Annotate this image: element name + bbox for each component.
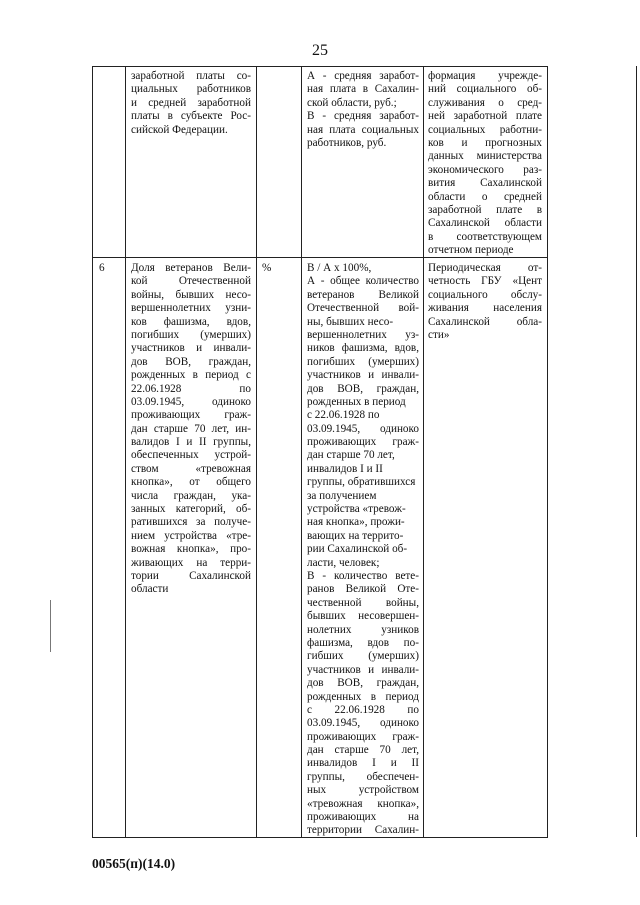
indicator-line: ством «тревожная xyxy=(131,462,251,475)
indicator-line: тории Сахалинской xyxy=(131,569,251,582)
indicator-line: дов ВОВ, граждан, xyxy=(131,355,251,368)
indicator-line: ков фашизма, вдов, xyxy=(131,315,251,328)
source-line: заработной плате в xyxy=(428,203,542,216)
formula-line: ная кнопка», прожи- xyxy=(307,516,405,529)
source-line: области о средней xyxy=(428,190,542,203)
table-top-border xyxy=(92,66,548,67)
indicator-cell xyxy=(131,262,251,597)
column-border xyxy=(423,66,424,837)
formula-line: ная плата социальных xyxy=(307,123,419,136)
formula-line: территории Сахалин- xyxy=(307,824,419,837)
formula-line: рожденных в период xyxy=(307,690,419,703)
indicator-line: области xyxy=(131,583,169,596)
formula-line: с 22.06.1928 по xyxy=(307,703,419,716)
source-line: вития Сахалинской xyxy=(428,177,542,190)
formula-line: 03.09.1945, одиноко xyxy=(307,717,419,730)
source-line: данных министерства xyxy=(428,150,542,163)
formula-line: чественной войны, xyxy=(307,596,419,609)
formula-line: фашизма, вдов по- xyxy=(307,636,419,649)
source-line: формация учрежде- xyxy=(428,70,542,82)
formula-line: дан старше 70 лет, xyxy=(307,744,419,757)
formula-line: проживающих граж- xyxy=(307,730,419,743)
indicator-line: вершеннолетних узни- xyxy=(131,302,251,315)
source-line: экономического раз- xyxy=(428,163,542,176)
formula-line: 03.09.1945, одиноко xyxy=(307,422,419,435)
formula-line: ласти, человек; xyxy=(307,556,380,569)
indicator-line: дан старше 70 лет, ин- xyxy=(131,422,251,435)
formula-line: участников и инвали- xyxy=(307,369,419,382)
formula-line: группы, обеспечен- xyxy=(307,770,419,783)
source-line: социальных работни- xyxy=(428,123,542,136)
formula-line: В - средняя заработ- xyxy=(307,110,419,123)
formula-line: ны, бывших несо- xyxy=(307,315,394,328)
formula-line: работников, руб. xyxy=(307,136,387,149)
formula-line: рии Сахалинской об- xyxy=(307,543,408,556)
indicator-line: погибших (умерших) xyxy=(131,328,251,341)
indicator-line: числа граждан, ука- xyxy=(131,489,251,502)
source-line: Сахалинской области xyxy=(428,217,542,230)
indicator-line: циальных работников xyxy=(131,83,251,96)
formula-line: с 22.06.1928 по xyxy=(307,409,380,422)
indicator-line: кнопка», от общего xyxy=(131,476,251,489)
formula-line: дов ВОВ, граждан, xyxy=(307,677,419,690)
indicator-line: ратившихся за получе- xyxy=(131,516,251,529)
formula-line: за получением xyxy=(307,489,377,502)
formula-line: гибших (умерших) xyxy=(307,650,419,663)
indicator-line: занных категорий, об- xyxy=(131,503,251,516)
source-line: четность ГБУ «Цент xyxy=(428,275,542,288)
column-border xyxy=(92,66,93,837)
document-code: 00565(п)(14.0) xyxy=(92,856,176,871)
source-line: служивания о сред- xyxy=(428,96,542,109)
indicator-line: кой Отечественной xyxy=(131,275,251,288)
source-line: ней заработной плате xyxy=(428,110,542,123)
page-number: 25 xyxy=(312,42,328,59)
indicator-line: валидов I и II группы, xyxy=(131,436,251,449)
source-line: ний социального об- xyxy=(428,83,542,96)
source-cell xyxy=(428,262,542,342)
indicator-line: платы в субъекте Рос- xyxy=(131,110,251,123)
source-line: социального обслу- xyxy=(428,288,542,301)
formula-line: дан старше 70 лет, xyxy=(307,449,395,462)
indicator-line: 22.06.1928 по xyxy=(131,382,251,395)
formula-line: проживающих на xyxy=(307,811,419,824)
source-cell xyxy=(428,70,542,257)
formula-cell xyxy=(307,70,419,150)
indicator-line: войны, бывших несо- xyxy=(131,288,251,301)
formula-line: вершеннолетних уз- xyxy=(307,328,419,341)
column-border xyxy=(547,66,548,837)
table-row-number: 6 xyxy=(99,262,105,274)
indicator-line: нием устройства «тре- xyxy=(131,529,251,542)
formula-line: бывших несовершен- xyxy=(307,610,419,623)
indicator-line: живающих на терри- xyxy=(131,556,251,569)
formula-line: А - общее количество xyxy=(307,275,419,288)
formula-line: рожденных в период xyxy=(307,395,406,408)
formula-line: В / А х 100%, xyxy=(307,262,372,274)
formula-line: «тревожная кнопка», xyxy=(307,797,419,810)
column-border xyxy=(636,66,637,837)
formula-line: ранов Великой Оте- xyxy=(307,583,419,596)
indicator-line: участников и инвали- xyxy=(131,342,251,355)
formula-line: ников фашизма, вдов, xyxy=(307,342,419,355)
indicator-line: проживающих граж- xyxy=(131,409,251,422)
indicator-line: сийской Федерации. xyxy=(131,123,228,136)
source-line: отчетном периоде xyxy=(428,244,514,257)
formula-line: ской области, руб.; xyxy=(307,96,397,109)
indicator-cell xyxy=(131,70,251,137)
indicator-line: обеспеченных устрой- xyxy=(131,449,251,462)
formula-line: В - количество вете- xyxy=(307,569,419,582)
formula-line: А - средняя заработ- xyxy=(307,70,419,82)
indicator-line: и средней заработной xyxy=(131,96,251,109)
indicator-line: заработной платы со- xyxy=(131,70,251,82)
formula-line: устройства «тревож- xyxy=(307,503,406,516)
formula-line: погибших (умерших) xyxy=(307,355,419,368)
scan-margin-mark xyxy=(50,600,51,652)
formula-line: участников и инвали- xyxy=(307,663,419,676)
column-border xyxy=(256,66,257,837)
formula-line: инвалидов I и II xyxy=(307,462,383,475)
formula-line: ветеранов Великой xyxy=(307,288,419,301)
formula-line: ных устройством xyxy=(307,784,419,797)
formula-cell xyxy=(307,262,419,838)
formula-line: инвалидов I и II xyxy=(307,757,419,770)
column-border xyxy=(301,66,302,837)
formula-line: группы, обратившихся xyxy=(307,476,416,489)
formula-line: дов ВОВ, граждан, xyxy=(307,382,419,395)
source-line: сти» xyxy=(428,328,450,341)
indicator-line: 03.09.1945, одиноко xyxy=(131,395,251,408)
source-line: Сахалинской обла- xyxy=(428,315,542,328)
source-line: живания населения xyxy=(428,302,542,315)
source-line: ков и прогнозных xyxy=(428,136,542,149)
formula-line: Отечественной вой- xyxy=(307,302,419,315)
column-border xyxy=(125,66,126,837)
formula-line: нолетних узников xyxy=(307,623,419,636)
formula-line: проживающих граж- xyxy=(307,436,419,449)
indicator-line: вожная кнопка», про- xyxy=(131,543,251,556)
formula-line: ная плата в Сахалин- xyxy=(307,83,419,96)
indicator-line: рожденных в период с xyxy=(131,369,251,382)
source-line: в соответствующем xyxy=(428,230,542,243)
source-line: Периодическая от- xyxy=(428,262,542,274)
unit-cell: % xyxy=(262,262,272,274)
indicator-line: Доля ветеранов Вели- xyxy=(131,262,251,274)
formula-line: вающих на террито- xyxy=(307,529,404,542)
